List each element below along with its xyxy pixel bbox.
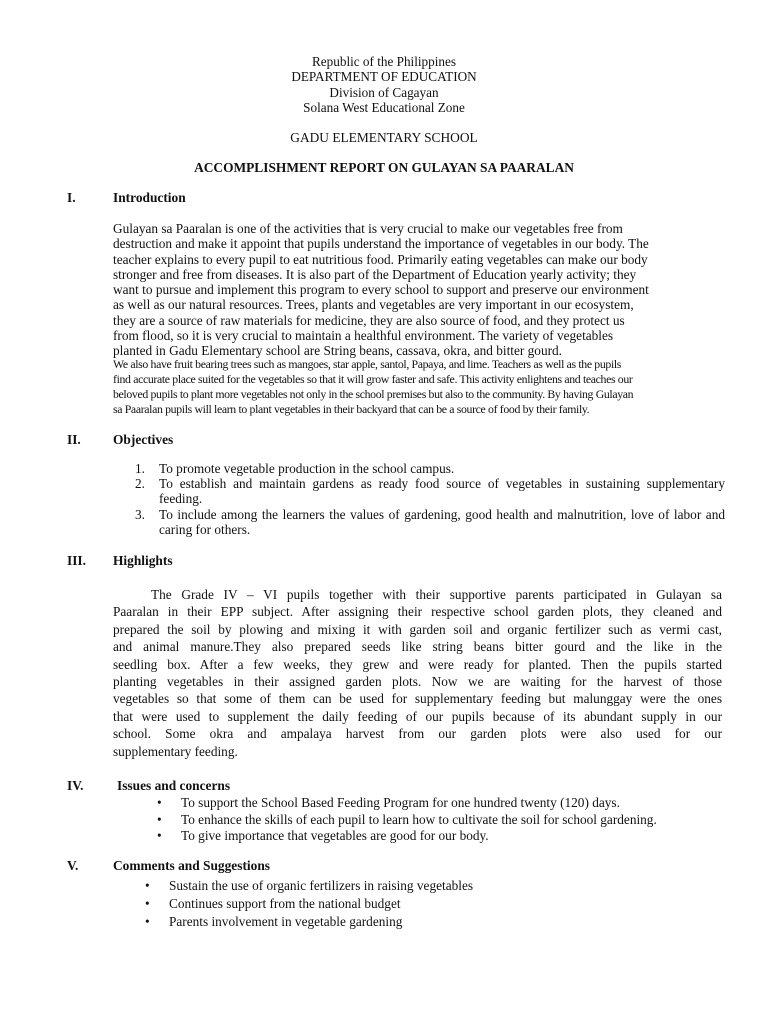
intro-line: as well as our natural resources. Trees, plants and vegetables are very important in our ecosystem,: [113, 297, 634, 313]
bullet-icon: •: [157, 828, 162, 844]
objective-number: 1.: [135, 461, 145, 476]
bullet-icon: •: [157, 811, 162, 827]
objective-number: 2.: [135, 476, 145, 492]
intro-line: stronger and free from diseases. It is also part of the Department of Education yearly activity; they: [113, 266, 637, 282]
section-number: V.: [67, 858, 79, 873]
highlights-line: The Grade IV – VI pupils together with their supportive parents participated in Gulayan sa: [151, 587, 722, 602]
intro-line: teacher explains to every pupil to eat nutritious food. Primarily eating vegetables can make our body: [113, 251, 648, 267]
highlights-line: supplementary feeding.: [113, 743, 238, 759]
section-title: Objectives: [113, 432, 174, 447]
highlights-line: planting vegetables in their assigned garden plots. Now we are waiting for the harvest of those: [113, 674, 722, 690]
intro-line: planted in Gadu Elementary school are String beans, cassava, okra, and bitter gourd.: [113, 343, 562, 359]
highlights-line: that were used to supplement the daily feeding of our pupils because of its abundant supply in our: [113, 708, 722, 724]
intro-line: destruction and make it appoint that pupils understand the importance of vegetables in our body. The: [113, 236, 649, 252]
intro-line: they are a source of raw materials for medicine, they are also source of food, and they protect us: [113, 312, 625, 328]
letterhead-division: Division of Cagayan: [329, 84, 439, 100]
issues-list: [157, 795, 657, 845]
highlights-paragraph: [113, 586, 722, 760]
section-number: I.: [67, 190, 76, 205]
bullet-icon: •: [145, 896, 150, 911]
introduction-paragraph: [113, 221, 725, 359]
intro-small-line: beloved pupils to plant more vegetables not only in the school premises but also to the community. By having Gulayan: [113, 387, 634, 402]
highlights-line: prepared the soil by plowing and mixing it with garden soil and organic fertilizer such as vermi cast,: [113, 621, 722, 637]
comment-text: Parents involvement in vegetable gardening: [169, 914, 403, 929]
comment-text: Continues support from the national budget: [169, 896, 401, 911]
objective-text: To promote vegetable production in the school campus.: [159, 461, 455, 476]
section-heading-introduction: [67, 190, 186, 206]
comments-list: [145, 877, 473, 931]
comment-item: [145, 877, 473, 895]
objective-item: [113, 507, 725, 537]
letterhead-zone: Solana West Educational Zone: [303, 99, 465, 115]
highlights-line: school. Some okra and ampalaya harvest from our garden plots were also used for our: [113, 726, 722, 742]
issue-text: To support the School Based Feeding Program for one hundred twenty (120) days.: [181, 795, 620, 810]
objective-text: To establish and maintain gardens as ready food source of vegetables in sustaining supplementary feeding.: [159, 476, 725, 507]
objective-number: 3.: [135, 506, 145, 522]
comment-item: [145, 913, 473, 931]
issue-text: To give importance that vegetables are good for our body.: [181, 828, 489, 844]
section-title: Issues and concerns: [117, 778, 231, 793]
section-title: Comments and Suggestions: [113, 858, 270, 873]
section-heading-comments: [67, 858, 270, 874]
letterhead: [0, 54, 768, 115]
section-heading-issues: [67, 778, 230, 794]
highlights-line: seedling box. After a few weeks, they grew and were ready for planted. Then the pupils started: [113, 656, 722, 672]
section-number: II.: [67, 432, 81, 447]
objective-text: To include among the learners the values of gardening, good health and malnutrition, love of labor and caring for others.: [159, 506, 725, 537]
intro-small-line: sa Paaralan pupils will learn to plant vegetables in their backyard that can be a source of food by their family.: [113, 402, 590, 417]
section-number: III.: [67, 553, 86, 568]
highlights-line: Paaralan in their EPP subject. After assigning their respective school garden plots, they cleaned and: [113, 604, 722, 620]
intro-line: from flood, so it is very crucial to maintain a healthful environment. The variety of vegetables: [113, 328, 614, 344]
bullet-icon: •: [157, 795, 162, 810]
issue-item: [157, 795, 657, 812]
report-title: ACCOMPLISHMENT REPORT ON GULAYAN SA PAARALAN: [194, 160, 574, 175]
section-title: Introduction: [113, 190, 186, 205]
objective-item: [113, 476, 725, 506]
section-heading-objectives: [67, 432, 173, 448]
intro-line: want to pursue and implement this program to every school to support and preserve our environment: [113, 282, 649, 298]
highlights-line: and animal manure.They also prepared seeds like string beans bitter gourd and the like in the: [113, 639, 722, 655]
intro-line: Gulayan sa Paaralan is one of the activities that is very crucial to make our vegetables free from: [113, 221, 623, 236]
introduction-supplement-paragraph: [113, 357, 725, 417]
letterhead-department: DEPARTMENT OF EDUCATION: [291, 69, 477, 85]
comment-text: Sustain the use of organic fertilizers in raising vegetables: [169, 878, 474, 893]
section-number: IV.: [67, 778, 84, 793]
comment-item: [145, 895, 473, 913]
section-heading-highlights: [67, 553, 173, 569]
objective-item: [113, 461, 725, 476]
intro-small-line: We also have fruit bearing trees such as mangoes, star apple, santol, Papaya, and lime. Teachers as well as the pupils: [113, 357, 622, 371]
objectives-list: [113, 461, 725, 537]
letterhead-republic: Republic of the Philippines: [312, 54, 456, 69]
intro-small-line: find accurate place suited for the vegetables so that it will grow faster and safe. This activity enlightens and teaches our: [113, 372, 633, 387]
issue-item: [157, 812, 657, 829]
issue-item: [157, 828, 657, 845]
section-title: Highlights: [113, 553, 173, 568]
issue-text: To enhance the skills of each pupil to learn how to cultivate the soil for school gardening.: [181, 811, 657, 827]
school-name: GADU ELEMENTARY SCHOOL: [290, 130, 478, 145]
highlights-line: vegetables so that some of them can be used for supplementary feeding but malunggay were the ones: [113, 691, 722, 707]
bullet-icon: •: [145, 914, 150, 929]
bullet-icon: •: [145, 878, 150, 893]
